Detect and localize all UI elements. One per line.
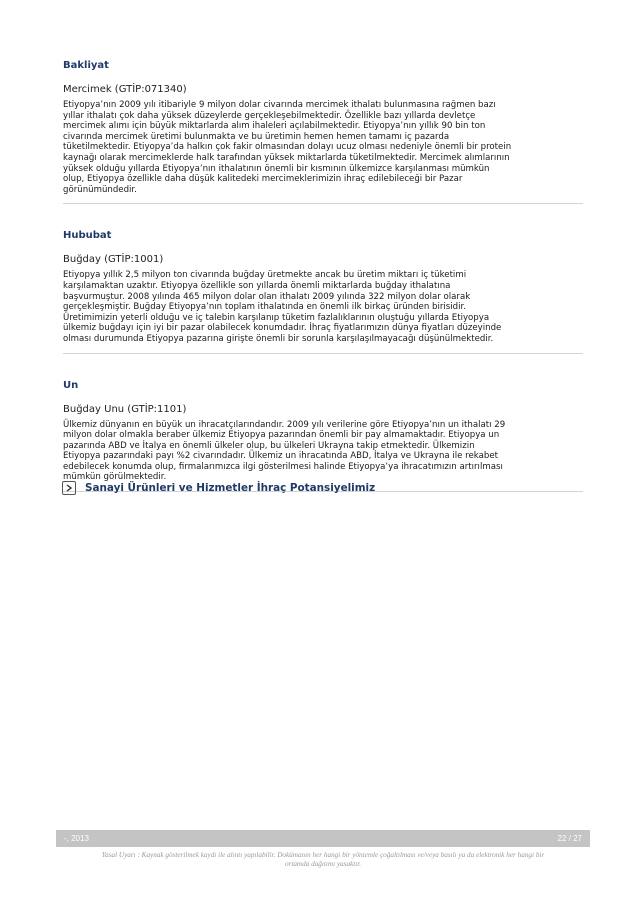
- product-code: Buğday Unu (GTİP:1101): [63, 403, 187, 415]
- legal-line: Yasal Uyarı : Kaynak gösterilmek kaydı ile alıntı yapılabilir. Dokümanın her hangi bir yöntemle çoğaltılması ve/veya basılı ya da elektronik her hangi bir: [101, 851, 545, 859]
- paragraph-line: tüketilmektedir. Etiyopya’da halkın çok fakir olmasından dolayı ucuz olması nedeniyle önemli bir protein: [63, 142, 512, 153]
- potential-heading-text: Sanayi Ürünleri ve Hizmetler İhraç Potansiyelimiz: [85, 482, 376, 494]
- paragraph-line: olması durumunda Etiyopya pazarına girişte önemli bir sorunla karşılaşılmayacağı düşünülmektedir.: [63, 333, 494, 344]
- paragraph-line: karşılamaktan uzaktır. Etiyopya özellikle son yıllarda önemli miktarlarda buğday ithalatına: [63, 280, 451, 291]
- section-divider: [63, 353, 583, 354]
- section-title: Bakliyat: [63, 60, 109, 71]
- legal-line: ortamda dağıtımı yasaktır.: [284, 860, 362, 868]
- section-bakliyat: [63, 60, 583, 204]
- paragraph-line: ülkemiz buğdayı için iyi bir pazar olabilecek konumdadır. İhraç fiyatlarımızın dünya fiyatları düzeyinde: [63, 323, 502, 334]
- paragraph-line: Üretimimizin yeterli olduğu ve iç talebin karşılanıp tüketim fazlalıklarının oluştuğu yıllarda Etiyopya: [63, 312, 490, 323]
- paragraph-line: gerçekleşmiştir. Buğday Etiyopya’nın toplam ithalatında en önemli ilk birkaç üründen birisidir.: [63, 302, 466, 313]
- legal-notice: [56, 851, 590, 869]
- paragraph-line: kaynağı olarak mercimeklerde halk tarafından yüksek miktarlarda tüketilmektedir. Mercimek alımlarının: [63, 152, 510, 163]
- paragraph-line: başvurmuştur. 2008 yılında 465 milyon dolar olan ithalatı 2009 yılında 322 milyon dolar olarak: [63, 291, 471, 302]
- page-number: 22 / 27: [557, 834, 582, 843]
- paragraph-line: Ülkemiz dünyanın en büyük un ihracatçılarındandır. 2009 yılı verilerine göre Etiyopya’nın un ithalatı 29: [63, 419, 506, 430]
- product-code: Buğday (GTİP:1001): [63, 254, 164, 266]
- potential-heading: [62, 478, 582, 498]
- paragraph-line: edebilecek konumda olup, firmalarımızca ilgi gösterilmesi halinde Etiyopya’ya ihracatımızın artırılması: [63, 461, 503, 472]
- paragraph-line: yıllar ithalatı çok daha yüksek düzeylerde gerçekleşebilmektedir. Özellikle bazı yıllarda devletçe: [63, 110, 476, 121]
- paragraph-line: Etiyopya yıllık 2,5 milyon ton civarında buğday üretmekte ancak bu üretim miktarı iç tüketimi: [63, 270, 467, 281]
- section-paragraph: [63, 420, 583, 484]
- product-code: Mercimek (GTİP:071340): [63, 84, 187, 95]
- paragraph-line: civarında mercimek üretimi bulunmakta ve bu üretimin hemen hemen tamamı iç pazarda: [63, 131, 450, 142]
- paragraph-line: milyon dolar olmakla beraber ülkemiz Etiyopya pazarından önemli bir pay almamaktadır. Etiyopya un: [63, 430, 500, 441]
- section-divider: [63, 203, 583, 204]
- paragraph-line: görünümündedir.: [63, 184, 137, 195]
- paragraph-line: mümkün görülmektedir.: [63, 472, 167, 483]
- paragraph-line: mercimek alımı için büyük miktarlarda alım ihaleleri açılabilmektedir. Etiyopya’nın yıllık 90 bin ton: [63, 121, 486, 132]
- section-title: Hububat: [63, 230, 112, 242]
- section-paragraph: [63, 270, 583, 344]
- footer-date: -, 2013: [64, 834, 89, 843]
- section-hububat: [63, 230, 583, 353]
- paragraph-line: yüksek olduğu yıllarda Etiyopya’nın ithalatının önemli bir kısmının ülkemizce karşılanması mümkün: [63, 163, 490, 174]
- section-paragraph: [63, 100, 583, 195]
- paragraph-line: Etiyopya’nın 2009 yılı itibariyle 9 milyon dolar civarında mercimek ithalatı bulunmasına rağmen bazı: [63, 100, 496, 110]
- document-body: [63, 60, 583, 518]
- paragraph-line: pazarında ABD ve İtalya en önemli ülkeler olup, bu ülkeleri Ukrayna takip etmektedir. Ülkemizin: [63, 440, 475, 451]
- chevron-right-icon: [62, 481, 76, 495]
- footer-bar: [56, 830, 590, 847]
- section-un: [63, 380, 583, 493]
- section-title: Un: [63, 379, 79, 391]
- paragraph-line: Etiyopya pazarındaki payı %2 civarındadır. Ülkemiz un ihracatında ABD, İtalya ve Ukrayna ile rekabet: [63, 451, 499, 462]
- paragraph-line: olup, Etiyopya özellikle daha düşük kalitedeki mercimeklerimizin ihraç edilebileceği bir Pazar: [63, 174, 463, 185]
